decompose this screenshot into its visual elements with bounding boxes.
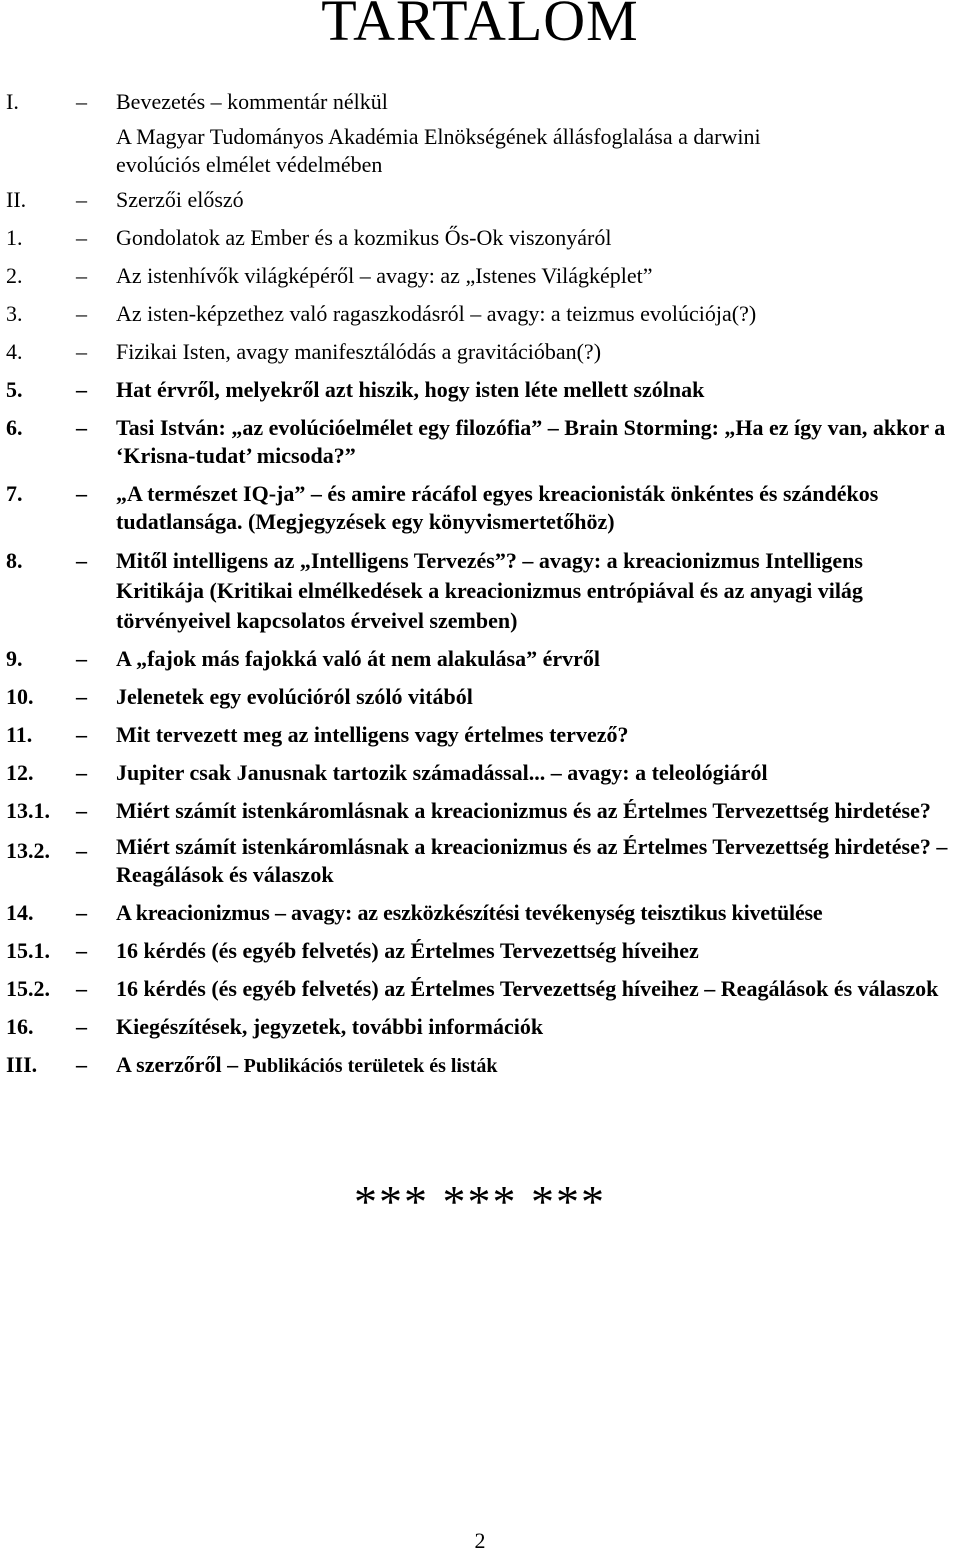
entry-title: Miért számít istenkáromlásnak a kreacionizmus és az Értelmes Tervezettség hirdetése? – Reagálások és válaszok <box>116 834 948 887</box>
toc-entry-ii <box>6 186 956 214</box>
entry-number: 11. <box>6 722 33 747</box>
entry-number: 1. <box>6 225 23 250</box>
entry-dash: – <box>76 798 87 823</box>
entry-number: 8. <box>6 548 23 573</box>
toc-entry-7 <box>6 480 956 536</box>
entry-dash: – <box>76 187 87 212</box>
entry-dash: – <box>76 481 87 506</box>
toc-entry-5 <box>6 376 956 404</box>
entry-title: Tasi István: „az evolúcióelmélet egy filozófia” – Brain Storming: „Ha ez így van, akkor a ‘Krisna-tudat’ micsoda?” <box>116 415 946 468</box>
entry-number: 5. <box>6 377 23 402</box>
entry-number: II. <box>6 187 27 212</box>
entry-number: 12. <box>6 760 34 785</box>
entry-title: Az isten-képzethez való ragaszkodásról – avagy: a teizmus evolúciója(?) <box>116 301 757 326</box>
entry-dash: – <box>76 684 87 709</box>
entry-number: 15.1. <box>6 938 50 963</box>
entry-number: 7. <box>6 481 23 506</box>
entry-number: 15.2. <box>6 976 50 1001</box>
entry-title: Mit tervezett meg az intelligens vagy értelmes tervező? <box>116 722 629 747</box>
entry-number: I. <box>6 89 19 114</box>
table-of-contents <box>6 88 956 1080</box>
entry-dash: – <box>76 938 87 963</box>
entry-dash: – <box>76 225 87 250</box>
entry-number: 10. <box>6 684 34 709</box>
entry-title: A kreacionizmus – avagy: az eszközkészítési tevékenység teisztikus kivetülése <box>116 900 823 925</box>
entry-title: Bevezetés – kommentár nélkül <box>116 89 388 114</box>
entry-dash: – <box>76 89 87 114</box>
toc-entry-9 <box>6 645 956 673</box>
toc-entry-3 <box>6 300 956 328</box>
entry-title: 16 kérdés (és egyéb felvetés) az Értelmes Tervezettség híveihez – Reagálások és válaszok <box>116 976 939 1001</box>
entry-dash: – <box>76 646 87 671</box>
entry-subtitle-line: evolúciós elmélet védelmében <box>116 152 383 177</box>
entry-dash: – <box>76 415 87 440</box>
entry-dash: – <box>76 377 87 402</box>
entry-number: 4. <box>6 339 23 364</box>
entry-title: Hat érvről, melyekről azt hiszik, hogy isten léte mellett szólnak <box>116 377 705 402</box>
entry-extra: Publikációs területek és listák <box>243 1055 498 1077</box>
entry-dash: – <box>76 760 87 785</box>
entry-number: 3. <box>6 301 23 326</box>
toc-entry-16 <box>6 1013 956 1041</box>
page-number: 2 <box>474 1528 486 1553</box>
entry-title: Az istenhívők világképéről – avagy: az „Istenes Világképlet” <box>116 263 653 288</box>
entry-title: Fizikai Isten, avagy manifesztálódás a gravitációban(?) <box>116 339 602 364</box>
entry-title: Szerzői előszó <box>116 187 244 212</box>
entry-title: A szerzőről – <box>116 1052 239 1077</box>
toc-entry-2 <box>6 262 956 290</box>
entry-dash: – <box>76 301 87 326</box>
entry-title: Jelenetek egy evolúcióról szóló vitából <box>116 684 473 709</box>
entry-dash: – <box>76 1014 87 1039</box>
toc-entry-15-2 <box>6 975 956 1003</box>
toc-entry-4 <box>6 338 956 366</box>
entry-dash: – <box>76 263 87 288</box>
toc-entry-12 <box>6 759 956 787</box>
toc-entry-i <box>6 88 956 179</box>
toc-entry-13-2 <box>6 833 956 889</box>
entry-number: 6. <box>6 415 23 440</box>
entry-dash: – <box>76 722 87 747</box>
entry-dash: – <box>76 548 87 573</box>
toc-entry-6 <box>6 414 956 470</box>
entry-title: 16 kérdés (és egyéb felvetés) az Értelmes Tervezettség híveihez <box>116 938 699 963</box>
section-separator: *** *** *** <box>354 1176 606 1227</box>
toc-entry-8 <box>6 546 956 636</box>
entry-number: 2. <box>6 263 23 288</box>
entry-dash: – <box>76 900 87 925</box>
entry-title: Mitől intelligens az „Intelligens Tervezés”? – avagy: a kreacionizmus Intelligens Kritikája (Kritikai elmélkedések a kreacionizmus entrópiával és az anyagi világ törvényeivel kapcsolatos érveivel szemben) <box>116 548 863 633</box>
entry-title: A „fajok más fajokká való át nem alakulása” érvről <box>116 646 600 671</box>
entry-number: 13.1. <box>6 798 50 823</box>
entry-number: 14. <box>6 900 34 925</box>
entry-dash: – <box>76 1052 87 1077</box>
toc-entry-iii <box>6 1051 956 1080</box>
entry-title: Kiegészítések, jegyzetek, további információk <box>116 1014 544 1039</box>
entry-title: Gondolatok az Ember és a kozmikus Ős-Ok viszonyáról <box>116 225 612 250</box>
entry-title: Miért számít istenkáromlásnak a kreacionizmus és az Értelmes Tervezettség hirdetése? <box>116 798 931 823</box>
toc-entry-1 <box>6 224 956 252</box>
toc-entry-11 <box>6 721 956 749</box>
entry-dash: – <box>76 976 87 1001</box>
entry-number: 16. <box>6 1014 34 1039</box>
entry-dash: – <box>76 838 87 863</box>
entry-title: „A természet IQ-ja” – és amire rácáfol egyes kreacionisták önkéntes és szándékos tudatlansága. (Megjegyzések egy könyvismertetőhöz) <box>116 481 879 534</box>
entry-number: III. <box>6 1052 38 1077</box>
entry-subtitle-line: A Magyar Tudományos Akadémia Elnökségének állásfoglalása a darwini <box>116 124 761 149</box>
entry-dash: – <box>76 339 87 364</box>
toc-entry-13-1 <box>6 797 956 825</box>
toc-entry-15-1 <box>6 937 956 965</box>
entry-number: 13.2. <box>6 838 50 863</box>
page-title: TARTALOM <box>321 0 639 53</box>
toc-entry-14 <box>6 899 956 927</box>
toc-entry-10 <box>6 683 956 711</box>
entry-title: Jupiter csak Janusnak tartozik számadással... – avagy: a teleológiáról <box>116 760 768 785</box>
entry-number: 9. <box>6 646 23 671</box>
